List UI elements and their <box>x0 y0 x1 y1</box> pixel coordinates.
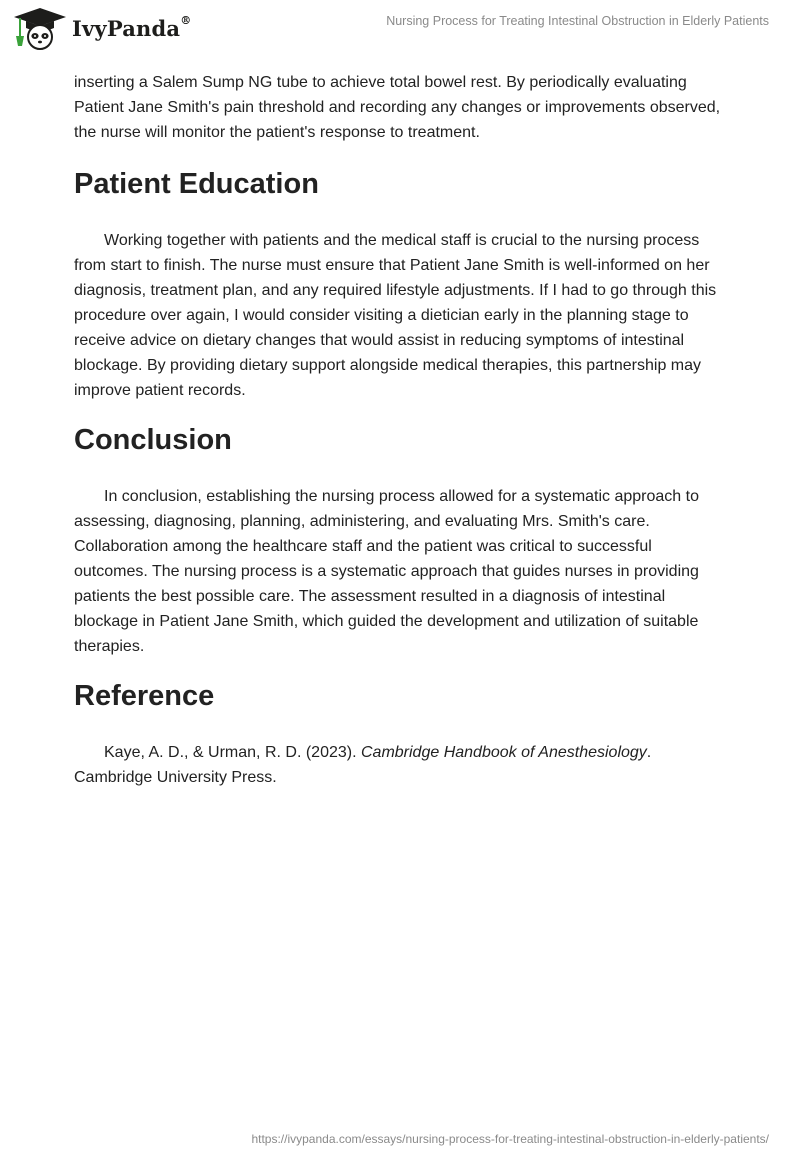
page-header <box>0 0 800 70</box>
patient-education-paragraph: Working together with patients and the medical staff is crucial to the nursing process from start to finish. The nurse must ensure that Patient Jane Smith is well-informed on her diagnosis, treatment plan, and any required lifestyle adjustments. If I had to go through this procedure over again, I would consider visiting a dietician early in the planning stage to receive advice on dietary changes that would assist in reducing symptoms of intestinal blockage. By providing dietary support alongside medical therapies, this partnership may improve patient records. <box>74 232 717 399</box>
reference-book-title: Cambridge Handbook of Anesthesiology <box>360 744 647 761</box>
document-title: Nursing Process for Treating Intestinal Obstruction in Elderly Patients <box>386 14 769 28</box>
essay-content <box>74 70 726 790</box>
reference-authors: Kaye, A. D., & Urman, R. D. (2023). <box>104 744 361 761</box>
footer-url[interactable]: https://ivypanda.com/essays/nursing-process-for-treating-intestinal-obstruction-in-elderly-patients/ <box>251 1132 769 1146</box>
logo-text: IvyPanda® <box>72 13 192 41</box>
panda-graduate-icon <box>12 6 68 50</box>
reference-publisher: . Cambridge University Press. <box>74 744 652 786</box>
heading-patient-education: Patient Education <box>74 168 319 200</box>
ivypanda-logo[interactable] <box>12 6 191 50</box>
reference-entry <box>74 740 726 790</box>
heading-reference: Reference <box>74 680 215 712</box>
heading-conclusion: Conclusion <box>74 424 232 456</box>
intro-paragraph: inserting a Salem Sump NG tube to achieve total bowel rest. By periodically evaluating Patient Jane Smith's pain threshold and recording any changes or improvements observed, the nurse will monitor the patient's response to treatment. <box>74 74 721 141</box>
conclusion-paragraph: In conclusion, establishing the nursing process allowed for a systematic approach to assessing, diagnosing, planning, administering, and evaluating Mrs. Smith's care. Collaboration among the healthcare staff and the patient was critical to successful outcomes. The nursing process is a systematic approach that guides nurses in providing patients the best possible care. The assessment resulted in a diagnosis of intestinal blockage in Patient Jane Smith, which guided the development and utilization of suitable therapies. <box>74 488 699 655</box>
